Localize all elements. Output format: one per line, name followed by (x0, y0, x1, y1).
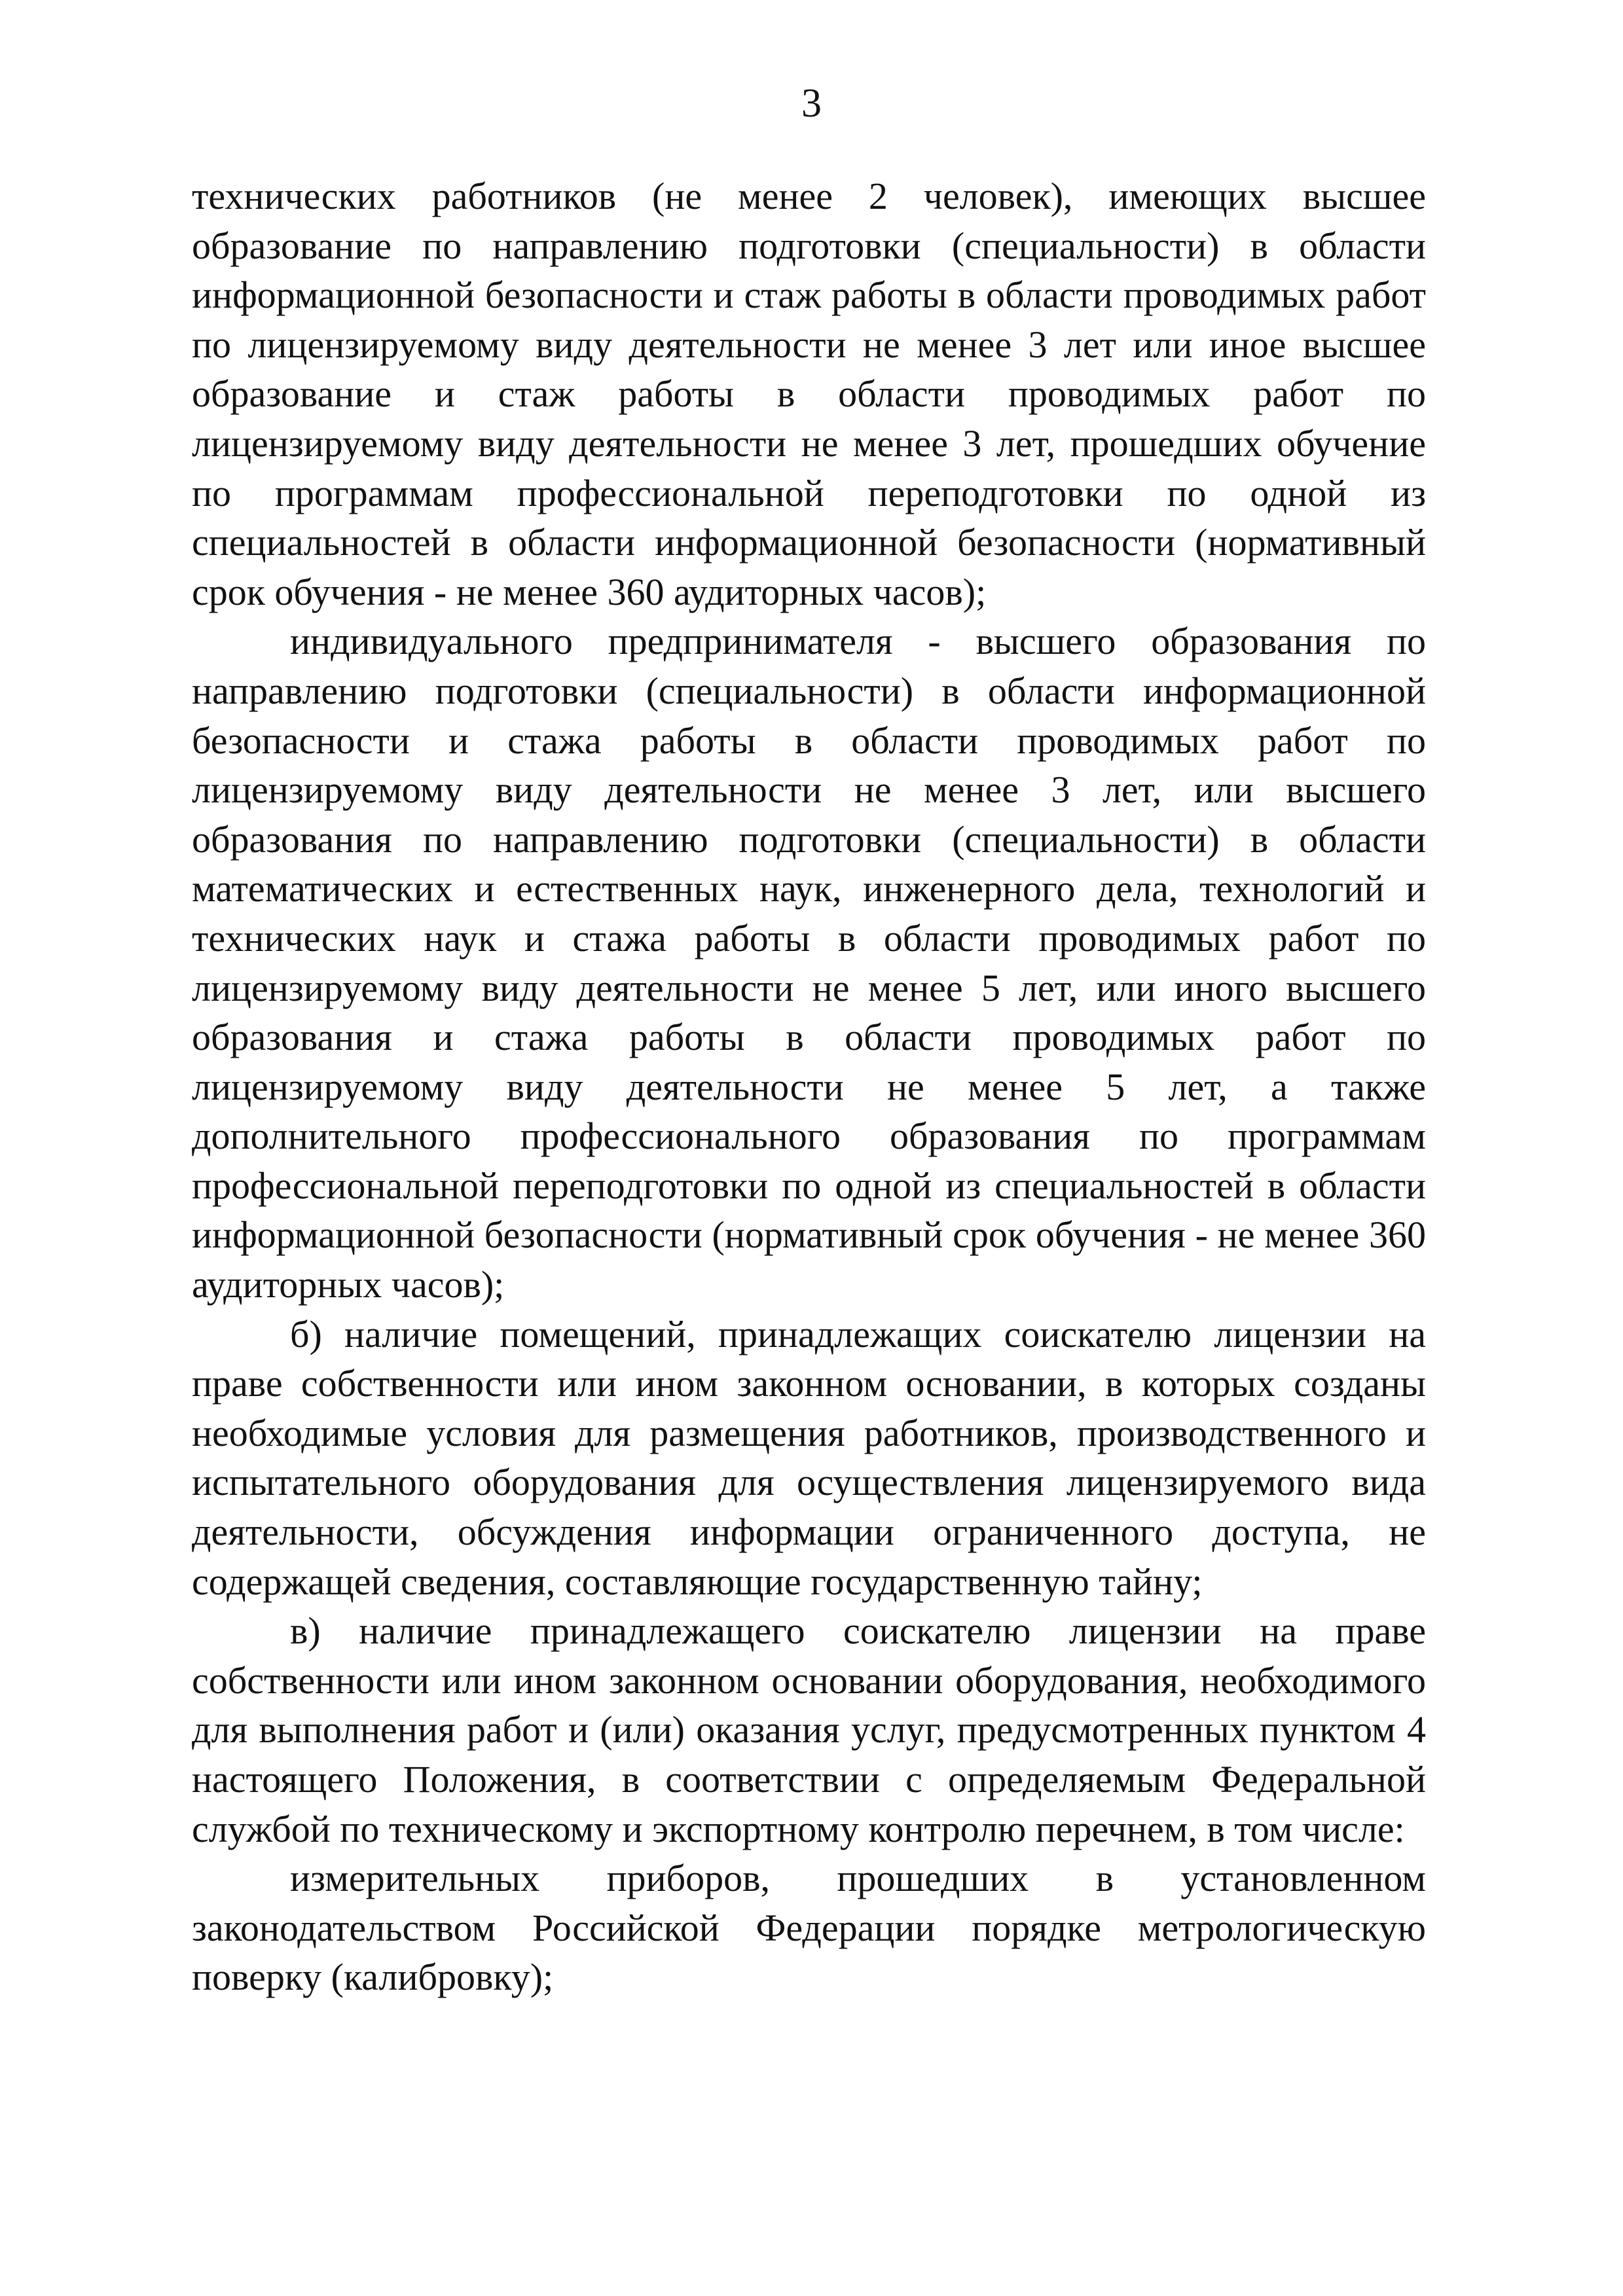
paragraph-technical-staff: технических работников (не менее 2 человек), имеющих высшее образование по направлению подготовки (специальности) в области информационной безопасности и стаж работы в области проводимых работ по лицензируемому виду деятельности не менее 3 лет или иное высшее образование и стаж работы в области проводимых работ по лицензируемому виду деятельности не менее 3 лет, прошедших обучение по программам профессиональной переподготовки по одной из специальностей в области информационной безопасности (нормативный срок обучения - не менее 360 аудиторных часов); (192, 175, 1426, 613)
paragraph-individual-entrepreneur: индивидуального предпринимателя - высшего образования по направлению подготовки (специальности) в области информационной безопасности и стажа работы в области проводимых работ по лицензируемому виду деятельности не менее 3 лет, или высшего образования по направлению подготовки (специальности) в области математических и естественных наук, инженерного дела, технологий и технических наук и стажа работы в области проводимых работ по лицензируемому виду деятельности не менее 5 лет, или иного высшего образования и стажа работы в области проводимых работ по лицензируемому виду деятельности не менее 5 лет, а также дополнительного профессионального образования по программам профессиональной переподготовки по одной из специальностей в области информационной безопасности (нормативный срок обучения - не менее 360 аудиторных часов); (192, 620, 1426, 1306)
paragraph-equipment: в) наличие принадлежащего соискателю лицензии на праве собственности или ином законном основании оборудования, необходимого для выполнения работ и (или) оказания услуг, предусмотренных пунктом 4 настоящего Положения, в соответствии с определяемым Федеральной службой по техническому и экспортному контролю перечнем, в том числе: (192, 1609, 1426, 1850)
page-number: 3 (801, 81, 822, 126)
paragraph-premises: б) наличие помещений, принадлежащих соискателю лицензии на праве собственности или ином законном основании, в которых созданы необходимые условия для размещения работников, производственного и испытательного оборудования для осуществления лицензируемого вида деятельности, обсуждения информации ограниченного доступа, не содержащей сведения, составляющие государственную тайну; (192, 1312, 1426, 1603)
document-body (192, 171, 1426, 2002)
paragraph-measuring-instruments: измерительных приборов, прошедших в установленном законодательством Российской Федерации порядке метрологическую поверку (калибровку); (192, 1857, 1426, 1999)
